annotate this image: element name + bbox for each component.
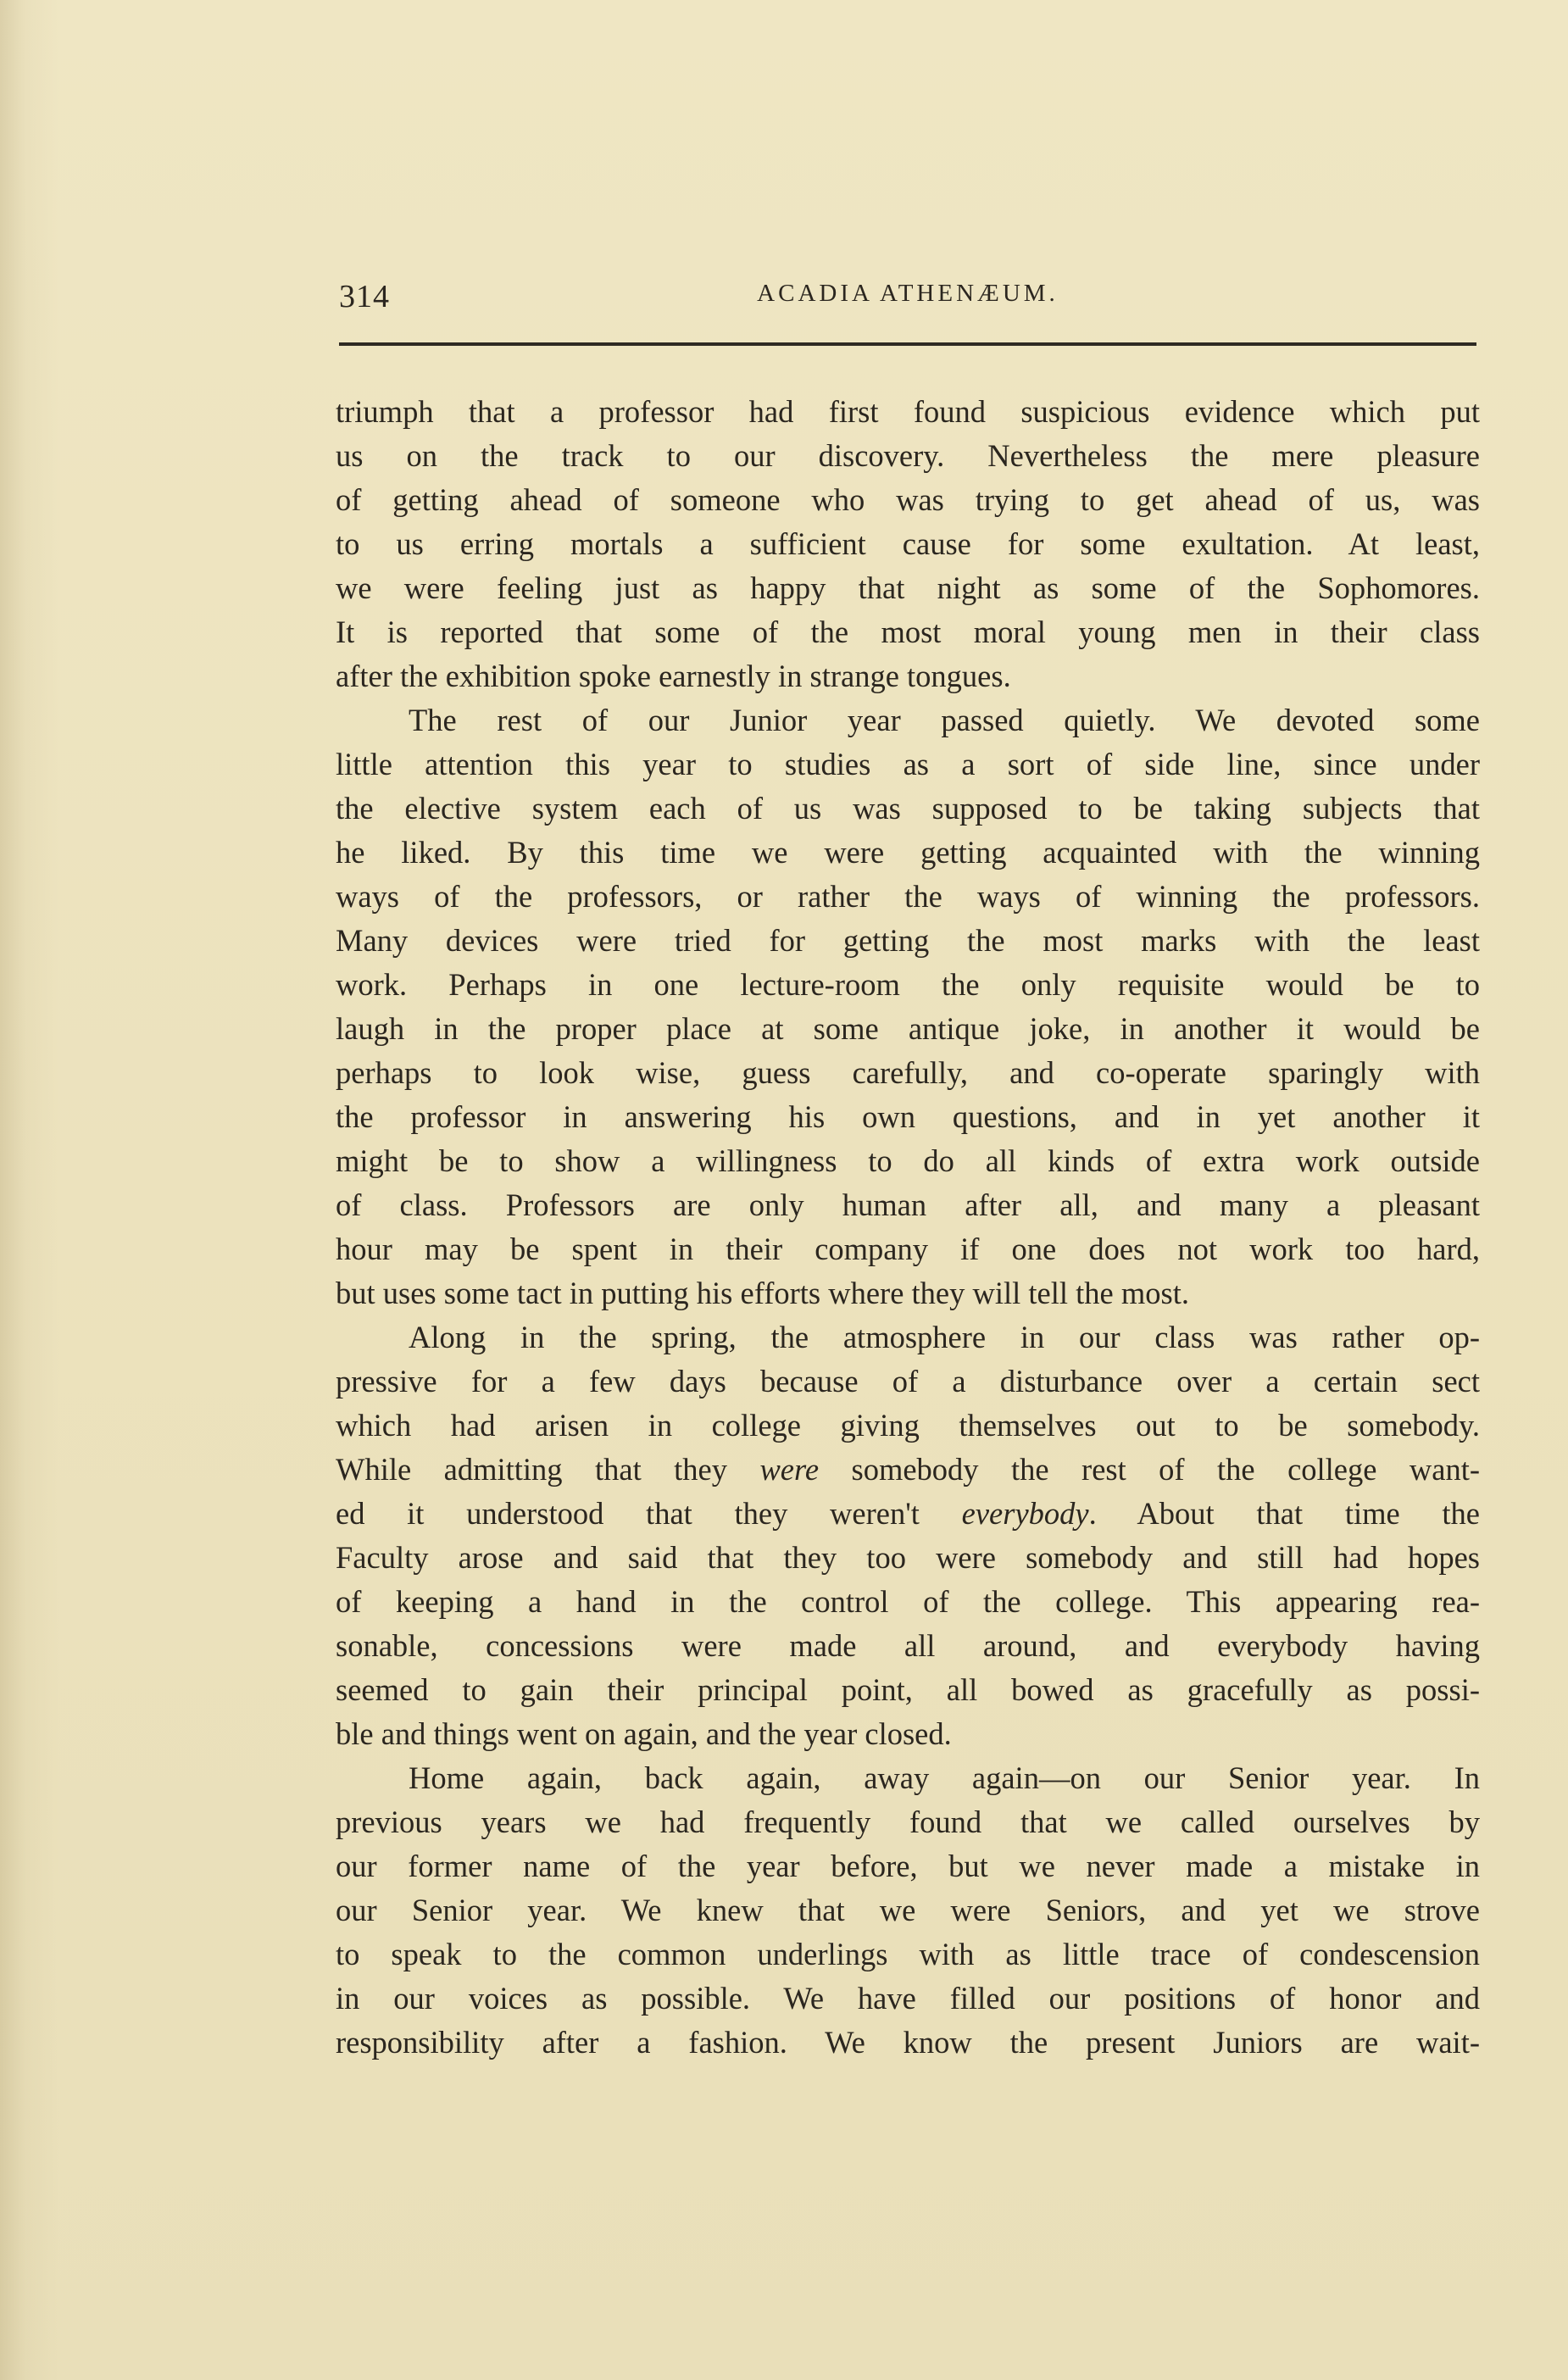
text-line-with-italic xyxy=(336,1492,1480,1536)
page-number: 314 xyxy=(339,279,390,314)
text-line: in our voices as possible. We have filled our positions of honor and xyxy=(336,1981,1480,2016)
text-line: which had arisen in college giving themselves out to be somebody. xyxy=(336,1408,1480,1443)
italic-word: were xyxy=(759,1452,820,1487)
text-segment: ed it understood that they weren't xyxy=(336,1496,962,1531)
paragraph xyxy=(336,390,1480,698)
text-line: perhaps to look wise, guess carefully, and co-operate sparingly with xyxy=(336,1055,1480,1090)
paragraph xyxy=(336,1756,1480,2065)
text-line: sonable, concessions were made all around, and everybody having xyxy=(336,1628,1480,1663)
text-line: we were feeling just as happy that night as some of the Sophomores. xyxy=(336,570,1480,605)
text-line: the elective system each of us was supposed to be taking subjects that xyxy=(336,791,1480,826)
text-line: might be to show a willingness to do all kinds of extra work outside xyxy=(336,1143,1480,1178)
text-line: our Senior year. We knew that we were Seniors, and yet we strove xyxy=(336,1893,1480,1927)
text-line: seemed to gain their principal point, all bowed as gracefully as possi- xyxy=(336,1672,1480,1707)
text-line: ways of the professors, or rather the ways of winning the professors. xyxy=(336,879,1480,914)
running-head: ACADIA ATHENÆUM. xyxy=(757,280,1059,307)
text-line: of keeping a hand in the control of the college. This appearing rea- xyxy=(336,1584,1480,1619)
text-line: us on the track to our discovery. Nevertheless the mere pleasure xyxy=(336,438,1480,473)
paragraph xyxy=(336,698,1480,1315)
text-line: of class. Professors are only human after all, and many a pleasant xyxy=(336,1187,1480,1222)
text-line: to us erring mortals a sufficient cause for some exultation. At least, xyxy=(336,526,1480,561)
text-line: Along in the spring, the atmosphere in our class was rather op- xyxy=(409,1320,1480,1354)
text-line: but uses some tact in putting his efforts where they will tell the most. xyxy=(336,1276,1189,1310)
text-line: to speak to the common underlings with as little trace of condescension xyxy=(336,1937,1480,1971)
paragraph xyxy=(336,1315,1480,1756)
text-line: pressive for a few days because of a disturbance over a certain sect xyxy=(336,1364,1480,1399)
text-segment: somebody the rest of the college want- xyxy=(819,1452,1480,1487)
header-rule xyxy=(339,342,1476,346)
text-line: the professor in answering his own questions, and in yet another it xyxy=(336,1099,1480,1134)
text-line: laugh in the proper place at some antique joke, in another it would be xyxy=(336,1011,1480,1046)
text-line: our former name of the year before, but we never made a mistake in xyxy=(336,1849,1480,1883)
text-line: little attention this year to studies as a sort of side line, since under xyxy=(336,747,1480,781)
text-line: of getting ahead of someone who was trying to get ahead of us, was xyxy=(336,482,1480,517)
text-line: Many devices were tried for getting the most marks with the least xyxy=(336,923,1480,958)
text-line: The rest of our Junior year passed quietly. We devoted some xyxy=(409,703,1480,737)
page-header xyxy=(336,270,1480,320)
text-line: hour may be spent in their company if one does not work too hard, xyxy=(336,1232,1480,1266)
text-line: he liked. By this time we were getting acquainted with the winning xyxy=(336,835,1480,870)
text-line: work. Perhaps in one lecture-room the only requisite would be to xyxy=(336,967,1480,1002)
italic-word: everybody xyxy=(961,1496,1089,1531)
text-line: triumph that a professor had first found suspicious evidence which put xyxy=(336,394,1480,429)
text-line: responsibility after a fashion. We know the present Juniors are wait- xyxy=(336,2025,1480,2060)
text-segment: While admitting that they xyxy=(336,1452,760,1487)
text-line-with-italic xyxy=(336,1448,1480,1492)
text-line: previous years we had frequently found that we called ourselves by xyxy=(336,1804,1480,1839)
body-text xyxy=(336,390,1480,2065)
text-line: after the exhibition spoke earnestly in strange tongues. xyxy=(336,659,1011,693)
text-line: It is reported that some of the most moral young men in their class xyxy=(336,614,1480,649)
text-line: Home again, back again, away again—on our Senior year. In xyxy=(409,1760,1480,1795)
text-line: ble and things went on again, and the year closed. xyxy=(336,1716,952,1751)
text-line: Faculty arose and said that they too were somebody and still had hopes xyxy=(336,1540,1480,1575)
text-segment: . About that time the xyxy=(1088,1496,1480,1531)
